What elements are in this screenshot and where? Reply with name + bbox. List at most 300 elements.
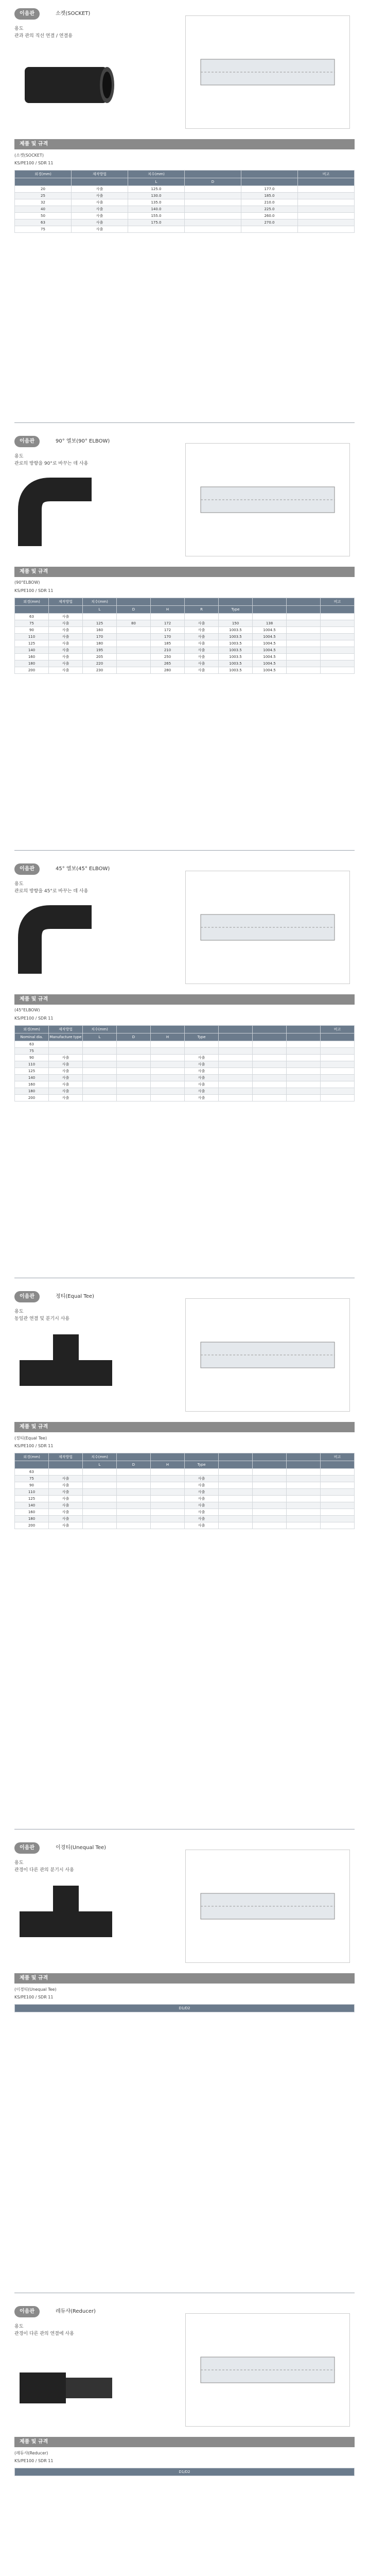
table-cell: 1003.5 bbox=[219, 660, 253, 667]
table-cell bbox=[83, 1081, 117, 1088]
table-cell: 사출 bbox=[72, 186, 128, 193]
table-cell bbox=[253, 1482, 287, 1489]
table-subheader bbox=[287, 1033, 321, 1041]
table-cell: 1003.5 bbox=[219, 647, 253, 654]
table-cell: 270.0 bbox=[241, 219, 298, 226]
table-cell bbox=[83, 1055, 117, 1061]
table-cell bbox=[117, 1509, 151, 1516]
table-subheader bbox=[321, 606, 355, 614]
product-photo bbox=[14, 902, 117, 986]
table-header bbox=[151, 598, 185, 606]
table-cell: 사출 bbox=[185, 654, 219, 660]
table-cell bbox=[219, 1482, 253, 1489]
section-tag: 이음관 bbox=[14, 1291, 40, 1302]
use-title: 용도 bbox=[14, 1860, 24, 1866]
table-cell: 사출 bbox=[49, 1509, 83, 1516]
table-cell: 125.0 bbox=[128, 186, 185, 193]
table-cell: 사출 bbox=[185, 1061, 219, 1068]
table-cell bbox=[117, 1496, 151, 1502]
table-cell: 사출 bbox=[185, 627, 219, 634]
table-cell bbox=[321, 1068, 355, 1075]
table-subheader: L bbox=[83, 1033, 117, 1041]
table-cell bbox=[185, 1048, 219, 1055]
table-row bbox=[15, 1095, 355, 1101]
table-header bbox=[219, 598, 253, 606]
table-row bbox=[15, 1075, 355, 1081]
table-cell: 125 bbox=[15, 1068, 49, 1075]
table-subheader: Type bbox=[219, 606, 253, 614]
table-cell: 1004.5 bbox=[253, 634, 287, 640]
table-cell bbox=[219, 1522, 253, 1529]
table-cell: 160 bbox=[15, 1509, 49, 1516]
table-subheader bbox=[287, 1461, 321, 1469]
table-cell bbox=[185, 1469, 219, 1476]
spec-sub2: KS/PE100 / SDR 11 bbox=[14, 2459, 54, 2463]
table-cell: 사출 bbox=[49, 1081, 83, 1088]
table-cell bbox=[185, 1041, 219, 1048]
table-cell bbox=[287, 1469, 321, 1476]
table-cell bbox=[287, 1055, 321, 1061]
table-cell bbox=[151, 1048, 185, 1055]
table-header bbox=[219, 1453, 253, 1461]
table-cell: 75 bbox=[15, 1048, 49, 1055]
table-cell: 사출 bbox=[72, 219, 128, 226]
technical-drawing bbox=[185, 2313, 350, 2428]
table-cell bbox=[219, 1061, 253, 1068]
product-name: 레듀샤(Reducer) bbox=[56, 2309, 96, 2314]
table-cell bbox=[49, 1048, 83, 1055]
table-header bbox=[253, 1453, 287, 1461]
table-cell: 사출 bbox=[49, 1061, 83, 1068]
table-header bbox=[151, 1026, 185, 1033]
table-cell: 80 bbox=[117, 620, 151, 627]
table-cell bbox=[219, 1088, 253, 1095]
table-cell bbox=[321, 1469, 355, 1476]
table-cell bbox=[253, 1041, 287, 1048]
table-cell: 75 bbox=[15, 1476, 49, 1482]
table-cell bbox=[321, 1095, 355, 1101]
table-header bbox=[253, 598, 287, 606]
table-cell bbox=[83, 1068, 117, 1075]
table-cell bbox=[49, 1041, 83, 1048]
table-header bbox=[117, 598, 151, 606]
table-cell bbox=[287, 620, 321, 627]
table-cell: 사출 bbox=[185, 640, 219, 647]
table-cell: 1004.5 bbox=[253, 667, 287, 674]
table-cell bbox=[151, 1095, 185, 1101]
table-cell bbox=[117, 647, 151, 654]
table-cell: 63 bbox=[15, 1041, 49, 1048]
use-title: 용도 bbox=[14, 882, 24, 887]
table-cell bbox=[219, 1476, 253, 1482]
table-cell: 사출 bbox=[185, 1088, 219, 1095]
table-cell: 1003.5 bbox=[219, 627, 253, 634]
table-cell: 사출 bbox=[185, 1075, 219, 1081]
table-cell bbox=[117, 640, 151, 647]
table-cell bbox=[83, 1061, 117, 1068]
table-cell: 265 bbox=[151, 660, 185, 667]
table-cell: 160 bbox=[83, 627, 117, 634]
table-header: 외경(mm) bbox=[15, 1026, 49, 1033]
table-cell bbox=[117, 1482, 151, 1489]
table-cell bbox=[253, 1509, 287, 1516]
table-cell bbox=[287, 1516, 321, 1522]
table-cell: 210 bbox=[151, 647, 185, 654]
spec-table bbox=[14, 1453, 355, 1529]
table-cell bbox=[321, 1048, 355, 1055]
table-cell: 32 bbox=[15, 199, 72, 206]
spec-sub2: KS/PE100 / SDR 11 bbox=[14, 1444, 54, 1448]
table-cell bbox=[253, 1496, 287, 1502]
table-cell: 사출 bbox=[185, 667, 219, 674]
table-cell: 20 bbox=[15, 186, 72, 193]
table-cell bbox=[117, 1095, 151, 1101]
table-cell bbox=[117, 1469, 151, 1476]
product-name: 소켓(SOCKET) bbox=[56, 11, 91, 16]
table-cell bbox=[253, 1502, 287, 1509]
table-subheader: Type bbox=[185, 1033, 219, 1041]
table-subheader bbox=[219, 1033, 253, 1041]
table-cell: 75 bbox=[15, 226, 72, 233]
table-cell bbox=[321, 667, 355, 674]
product-name: 90° 엘보(90° ELBOW) bbox=[56, 438, 110, 444]
use-text: 관로의 방향을 90°로 바꾸는 데 사용 bbox=[14, 461, 89, 466]
table-cell bbox=[185, 213, 241, 219]
table-row bbox=[15, 1041, 355, 1048]
spec-table bbox=[14, 2468, 355, 2476]
table-cell bbox=[287, 1489, 321, 1496]
table-cell bbox=[219, 1075, 253, 1081]
table-header bbox=[151, 1453, 185, 1461]
table-subheader bbox=[15, 178, 72, 186]
table-cell bbox=[287, 614, 321, 620]
table-cell bbox=[287, 1476, 321, 1482]
table-cell bbox=[117, 1048, 151, 1055]
table-cell: 185 bbox=[151, 640, 185, 647]
table-cell bbox=[253, 1476, 287, 1482]
table-cell bbox=[117, 1081, 151, 1088]
table-header: 비고 bbox=[321, 1453, 355, 1461]
table-cell: 125 bbox=[15, 640, 49, 647]
table-cell bbox=[321, 614, 355, 620]
table-cell bbox=[253, 1088, 287, 1095]
table-cell: 90 bbox=[15, 627, 49, 634]
table-cell bbox=[83, 1048, 117, 1055]
table-header: 외경(mm) bbox=[15, 598, 49, 606]
table-cell: 125 bbox=[83, 620, 117, 627]
table-cell: 63 bbox=[15, 614, 49, 620]
table-cell: 사출 bbox=[49, 1476, 83, 1482]
table-cell: 175.0 bbox=[128, 219, 185, 226]
table-cell bbox=[185, 186, 241, 193]
table-cell: 210.0 bbox=[241, 199, 298, 206]
table-cell bbox=[151, 1476, 185, 1482]
table-cell bbox=[321, 1516, 355, 1522]
spec-title-bar: 제품 및 규격 bbox=[14, 1422, 355, 1432]
table-cell: 185.0 bbox=[241, 193, 298, 199]
table-cell bbox=[219, 1041, 253, 1048]
table-row bbox=[15, 1522, 355, 1529]
product-photo bbox=[14, 1329, 117, 1413]
table-cell bbox=[151, 1068, 185, 1075]
table-cell bbox=[287, 1088, 321, 1095]
table-row bbox=[15, 226, 355, 233]
table-cell bbox=[253, 1489, 287, 1496]
table-cell: 138 bbox=[253, 620, 287, 627]
table-cell bbox=[287, 1081, 321, 1088]
table-cell: 260.0 bbox=[241, 213, 298, 219]
technical-drawing bbox=[185, 871, 350, 986]
table-cell: 90 bbox=[15, 1482, 49, 1489]
table-cell: 사출 bbox=[49, 1502, 83, 1509]
table-cell: 180 bbox=[15, 1516, 49, 1522]
table-cell: 사출 bbox=[185, 1509, 219, 1516]
product-photo bbox=[14, 474, 117, 558]
table-cell bbox=[117, 614, 151, 620]
table-cell bbox=[321, 1055, 355, 1061]
table-row bbox=[15, 614, 355, 620]
table-header bbox=[287, 598, 321, 606]
table-subheader bbox=[49, 606, 83, 614]
table-cell: 90 bbox=[15, 1055, 49, 1061]
table-cell: 1003.5 bbox=[219, 640, 253, 647]
spec-title-bar: 제품 및 규격 bbox=[14, 567, 355, 577]
table-row bbox=[15, 206, 355, 213]
table-cell: 200 bbox=[15, 667, 49, 674]
table-cell bbox=[321, 640, 355, 647]
table-cell bbox=[151, 1061, 185, 1068]
section-tag: 이음관 bbox=[14, 863, 40, 875]
table-cell bbox=[321, 1075, 355, 1081]
table-cell bbox=[321, 1509, 355, 1516]
table-cell bbox=[219, 1068, 253, 1075]
table-row bbox=[15, 1055, 355, 1061]
table-cell bbox=[321, 1476, 355, 1482]
use-text: 관경이 다른 관의 분기시 사용 bbox=[14, 1868, 74, 1873]
product-name: 이경티(Unequal Tee) bbox=[56, 1845, 107, 1851]
table-cell bbox=[128, 226, 185, 233]
table-cell: 150 bbox=[219, 620, 253, 627]
table-cell: 사출 bbox=[49, 1068, 83, 1075]
table-row bbox=[15, 647, 355, 654]
table-cell: 사출 bbox=[49, 1516, 83, 1522]
table-cell: 250 bbox=[151, 654, 185, 660]
table-cell bbox=[83, 614, 117, 620]
table-subheader bbox=[321, 1033, 355, 1041]
table-row bbox=[15, 654, 355, 660]
table-cell: 1004.5 bbox=[253, 654, 287, 660]
table-cell: 사출 bbox=[49, 1055, 83, 1061]
table-cell bbox=[321, 634, 355, 640]
spec-title-bar: 제품 및 규격 bbox=[14, 2437, 355, 2447]
table-cell bbox=[151, 1502, 185, 1509]
table-cell: 50 bbox=[15, 213, 72, 219]
table-header bbox=[185, 1453, 219, 1461]
table-cell: 사출 bbox=[185, 1482, 219, 1489]
table-cell: 160 bbox=[15, 654, 49, 660]
table-cell bbox=[321, 1496, 355, 1502]
table-subheader bbox=[49, 1461, 83, 1469]
table-cell bbox=[117, 1489, 151, 1496]
table-cell bbox=[83, 1516, 117, 1522]
table-cell bbox=[219, 1516, 253, 1522]
table-cell: 205 bbox=[83, 654, 117, 660]
table-cell bbox=[117, 1055, 151, 1061]
table-cell: 사출 bbox=[185, 647, 219, 654]
spec-sub1: (45°ELBOW) bbox=[14, 1008, 40, 1012]
table-cell: 사출 bbox=[185, 1496, 219, 1502]
table-cell: 225.0 bbox=[241, 206, 298, 213]
table-cell bbox=[83, 1502, 117, 1509]
table-cell bbox=[253, 1095, 287, 1101]
table-cell bbox=[321, 620, 355, 627]
table-subheader: Type bbox=[185, 1461, 219, 1469]
table-cell bbox=[253, 1516, 287, 1522]
table-header: 치수(mm) bbox=[83, 1453, 117, 1461]
table-header: 비고 bbox=[321, 1026, 355, 1033]
table-cell: 사출 bbox=[49, 634, 83, 640]
product-photo bbox=[14, 2344, 117, 2428]
table-cell bbox=[253, 614, 287, 620]
table-cell bbox=[219, 614, 253, 620]
table-header: 외경(mm) bbox=[15, 1453, 49, 1461]
table-cell: 사출 bbox=[185, 1476, 219, 1482]
table-subheader: Manufacture type bbox=[49, 1033, 83, 1041]
section-divider bbox=[14, 422, 355, 423]
table-cell bbox=[151, 1041, 185, 1048]
table-header: 제작방법 bbox=[49, 1026, 83, 1033]
spec-sub1: (이경티(Unequal Tee) bbox=[14, 1987, 57, 1992]
table-header: 치수(mm) bbox=[83, 598, 117, 606]
table-cell bbox=[185, 614, 219, 620]
table-row bbox=[15, 186, 355, 193]
table-subheader: R bbox=[185, 606, 219, 614]
table-cell bbox=[151, 1496, 185, 1502]
table-cell bbox=[185, 219, 241, 226]
table-header bbox=[185, 598, 219, 606]
table-cell bbox=[321, 1502, 355, 1509]
use-text: 관과 관의 직선 연결 / 연결용 bbox=[14, 33, 73, 39]
table-row bbox=[15, 1048, 355, 1055]
table-cell: 140 bbox=[15, 647, 49, 654]
table-cell: 사출 bbox=[49, 1482, 83, 1489]
table-cell bbox=[287, 1061, 321, 1068]
use-title: 용도 bbox=[14, 2324, 24, 2329]
table-cell bbox=[321, 1489, 355, 1496]
table-cell bbox=[321, 1088, 355, 1095]
table-cell: 사출 bbox=[72, 213, 128, 219]
table-cell bbox=[185, 226, 241, 233]
table-cell bbox=[321, 627, 355, 634]
table-subheader bbox=[298, 178, 355, 186]
table-cell bbox=[151, 1081, 185, 1088]
table-cell bbox=[83, 1482, 117, 1489]
table-cell: 사출 bbox=[49, 1489, 83, 1496]
table-subheader: D bbox=[117, 1033, 151, 1041]
table-cell: 사출 bbox=[185, 1068, 219, 1075]
table-row bbox=[15, 1469, 355, 1476]
table-header bbox=[287, 1026, 321, 1033]
use-title: 용도 bbox=[14, 1309, 24, 1314]
table-cell: 1004.5 bbox=[253, 660, 287, 667]
table-cell: 사출 bbox=[185, 634, 219, 640]
table-header: 외경(mm) bbox=[15, 171, 72, 178]
table-cell bbox=[219, 1081, 253, 1088]
table-cell bbox=[287, 1095, 321, 1101]
table-row bbox=[15, 1068, 355, 1075]
table-cell bbox=[298, 193, 355, 199]
table-header: 치수(mm) bbox=[83, 1026, 117, 1033]
table-subheader: H bbox=[151, 1461, 185, 1469]
table-cell bbox=[321, 654, 355, 660]
table-cell bbox=[219, 1055, 253, 1061]
table-cell bbox=[49, 1469, 83, 1476]
table-subheader bbox=[287, 606, 321, 614]
table-cell: 172 bbox=[151, 627, 185, 634]
table-cell bbox=[287, 1041, 321, 1048]
table-cell bbox=[287, 1075, 321, 1081]
technical-drawing bbox=[185, 15, 350, 130]
table-subheader: L bbox=[83, 1461, 117, 1469]
table-cell: 사출 bbox=[185, 1516, 219, 1522]
section-divider bbox=[14, 850, 355, 851]
table-cell: 170 bbox=[83, 634, 117, 640]
table-row bbox=[15, 660, 355, 667]
table-cell bbox=[117, 667, 151, 674]
table-cell bbox=[117, 1502, 151, 1509]
spec-sub2: KS/PE100 / SDR 11 bbox=[14, 588, 54, 593]
table-cell: 사출 bbox=[49, 640, 83, 647]
table-cell bbox=[83, 1476, 117, 1482]
table-row bbox=[15, 199, 355, 206]
table-cell: 사출 bbox=[49, 667, 83, 674]
table-cell bbox=[253, 1469, 287, 1476]
spec-sub1: (정티(Equal Tee) bbox=[14, 1436, 47, 1440]
table-subheader bbox=[241, 178, 298, 186]
table-cell: 사출 bbox=[185, 1502, 219, 1509]
spec-table bbox=[14, 1025, 355, 1101]
section-tag: 이음관 bbox=[14, 8, 40, 20]
table-cell bbox=[298, 219, 355, 226]
table-row bbox=[15, 634, 355, 640]
spec-title-bar: 제품 및 규격 bbox=[14, 1973, 355, 1984]
table-row bbox=[15, 1489, 355, 1496]
table-row bbox=[15, 1476, 355, 1482]
table-subheader bbox=[321, 1461, 355, 1469]
table-cell: 195 bbox=[83, 647, 117, 654]
table-cell bbox=[287, 660, 321, 667]
table-cell: 75 bbox=[15, 620, 49, 627]
table-cell bbox=[83, 1509, 117, 1516]
table-cell bbox=[117, 1041, 151, 1048]
table-cell bbox=[219, 1502, 253, 1509]
table-cell bbox=[117, 1522, 151, 1529]
table-cell: 135.0 bbox=[128, 199, 185, 206]
table-cell: 200 bbox=[15, 1522, 49, 1529]
table-cell bbox=[287, 1048, 321, 1055]
technical-drawing bbox=[185, 1298, 350, 1413]
table-row bbox=[15, 1482, 355, 1489]
table-cell: 110 bbox=[15, 1489, 49, 1496]
table-subheader bbox=[253, 606, 287, 614]
table-cell: 1004.5 bbox=[253, 627, 287, 634]
use-text: 관로의 방향을 45°로 바꾸는 데 사용 bbox=[14, 889, 89, 894]
product-photo bbox=[14, 1880, 117, 1964]
table-cell bbox=[151, 1469, 185, 1476]
spec-sub2: KS/PE100 / SDR 11 bbox=[14, 1016, 54, 1021]
table-cell: 사출 bbox=[49, 1095, 83, 1101]
table-cell bbox=[151, 1482, 185, 1489]
